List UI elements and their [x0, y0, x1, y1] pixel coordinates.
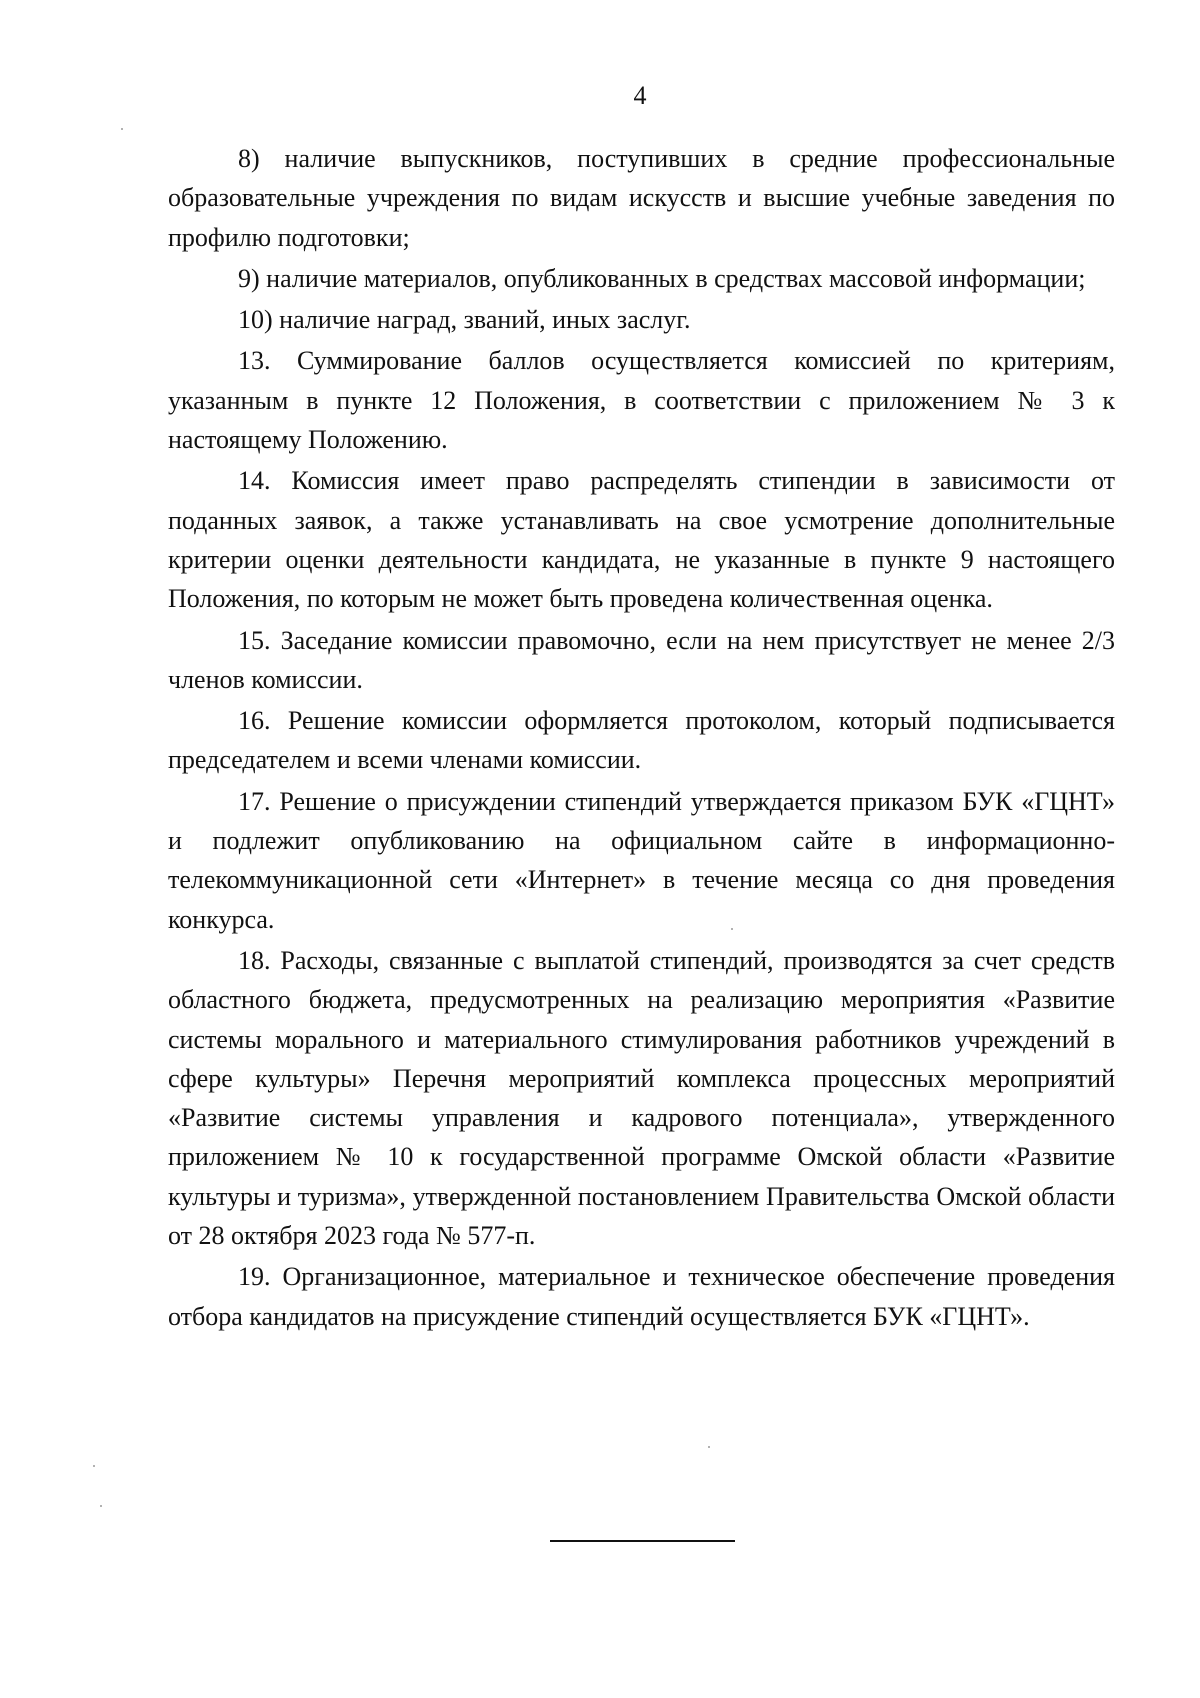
end-separator-line — [550, 1540, 735, 1542]
scan-speck — [93, 1465, 95, 1467]
paragraph-clause-14: 14. Комиссия имеет право распределять стипендии в зависимости от поданных заявок, а также устанавливать на свое усмотрение дополнительные критерии оценки деятельности кандидата, не указанные в пункте 9 настоящего Положения, по которым не может быть проведена количественная оценка. — [168, 466, 1115, 614]
page-number: 4 — [633, 81, 647, 110]
paragraph-item-9: 9) наличие материалов, опубликованных в средствах массовой информации; — [238, 263, 1086, 293]
paragraph-clause-15: 15. Заседание комиссии правомочно, если на нем присутствует не менее 2/3 членов комиссии. — [168, 625, 1115, 694]
paragraph-clause-17: 17. Решение о присуждении стипендий утверждается приказом БУК «ГЦНТ» и подлежит опубликованию на официальном сайте в информационно-телекоммуникационной сети «Интернет» в течение месяца со дня проведения конкурса. — [168, 786, 1115, 934]
paragraph-clause-18: 18. Расходы, связанные с выплатой стипендий, производятся за счет средств областного бюджета, предусмотренных на реализацию мероприятия «Развитие системы морального и материального стимулирования работников учреждений в сфере культуры» Перечня мероприятий комплекса процессных мероприятий «Развитие системы управления и кадрового потенциала», утвержденного приложением № 10 к государственной программе Омской области «Развитие культуры и туризма», утвержденной постановлением Правительства Омской области от 28 октября 2023 года № 577-п. — [168, 945, 1115, 1251]
document-body — [168, 139, 1115, 1338]
scan-speck — [708, 1446, 710, 1448]
paragraph-clause-16: 16. Решение комиссии оформляется протоколом, который подписывается председателем и всеми членами комиссии. — [168, 706, 1115, 775]
scan-speck — [100, 1505, 102, 1507]
paragraph-item-10: 10) наличие наград, званий, иных заслуг. — [238, 305, 691, 335]
paragraph-clause-13: 13. Суммирование баллов осуществляется комиссией по критериям, указанным в пункте 12 Положения, в соответствии с приложением № 3 к настоящему Положению. — [168, 346, 1115, 455]
scan-speck — [121, 128, 123, 130]
scan-speck — [731, 928, 733, 930]
paragraph-clause-19: 19. Организационное, материальное и техническое обеспечение проведения отбора кандидатов на присуждение стипендий осуществляется БУК «ГЦНТ». — [168, 1262, 1115, 1331]
paragraph-item-8: 8) наличие выпускников, поступивших в средние профессиональные образовательные учреждения по видам искусств и высшие учебные заведения по профилю подготовки; — [168, 144, 1115, 252]
